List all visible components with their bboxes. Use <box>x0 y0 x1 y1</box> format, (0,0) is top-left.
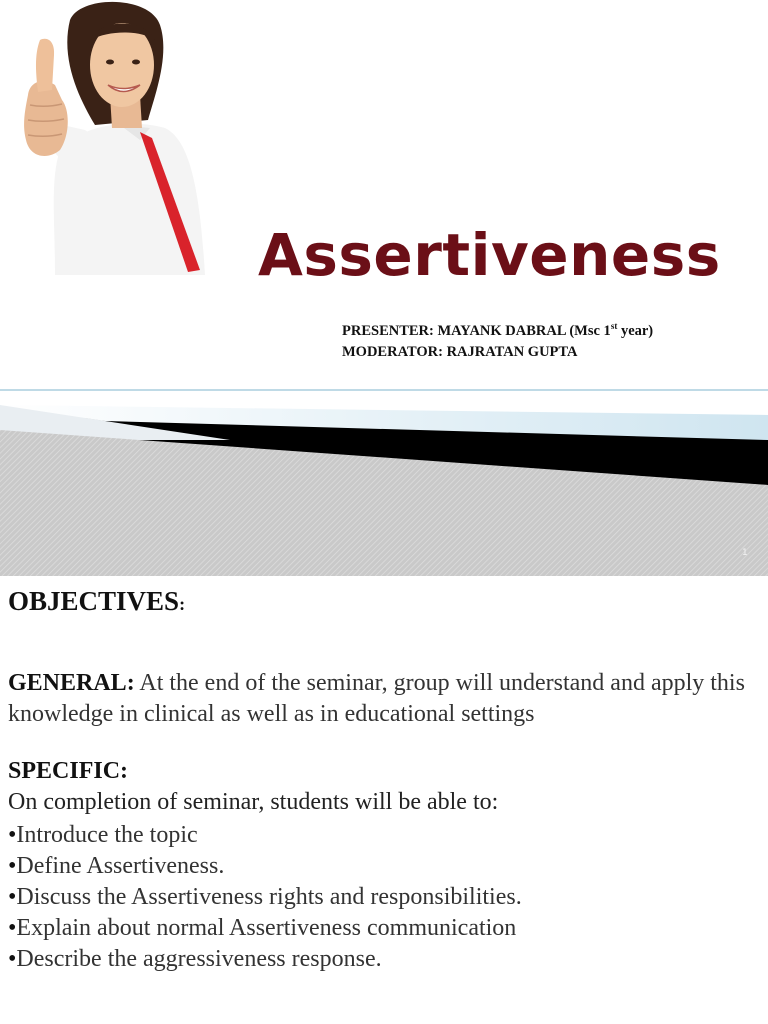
credits-block <box>342 316 653 363</box>
objectives-heading: OBJECTIVES: <box>8 586 186 616</box>
list-item: • Explain about normal Assertiveness communication <box>8 913 522 944</box>
list-item: • Introduce the topic <box>8 820 522 851</box>
presenter-line: PRESENTER: MAYANK DABRAL (Msc 1st year) <box>342 321 654 339</box>
list-item: • Discuss the Assertiveness rights and responsibilities. <box>8 882 522 913</box>
list-item: • Describe the aggressiveness response. <box>8 944 522 975</box>
general-text: At the end of the seminar, group will understand and apply this knowledge in clinical as well as in educational settings <box>8 670 745 727</box>
specific-intro: On completion of seminar, students will be able to: <box>8 789 499 815</box>
general-label: GENERAL: <box>8 670 135 696</box>
woman-thumbs-up-photo <box>0 0 240 275</box>
presentation-title: Assertiveness <box>258 221 721 289</box>
moderator-line: MODERATOR: RAJRATAN GUPTA <box>342 343 578 360</box>
objectives-slide <box>0 576 768 1024</box>
slide-number: 1 <box>742 548 748 558</box>
list-item: • Define Assertiveness. <box>8 851 522 882</box>
decorative-bands <box>0 385 768 576</box>
objectives-list <box>8 820 522 975</box>
specific-heading: SPECIFIC: <box>8 758 129 784</box>
general-objective <box>8 668 764 730</box>
